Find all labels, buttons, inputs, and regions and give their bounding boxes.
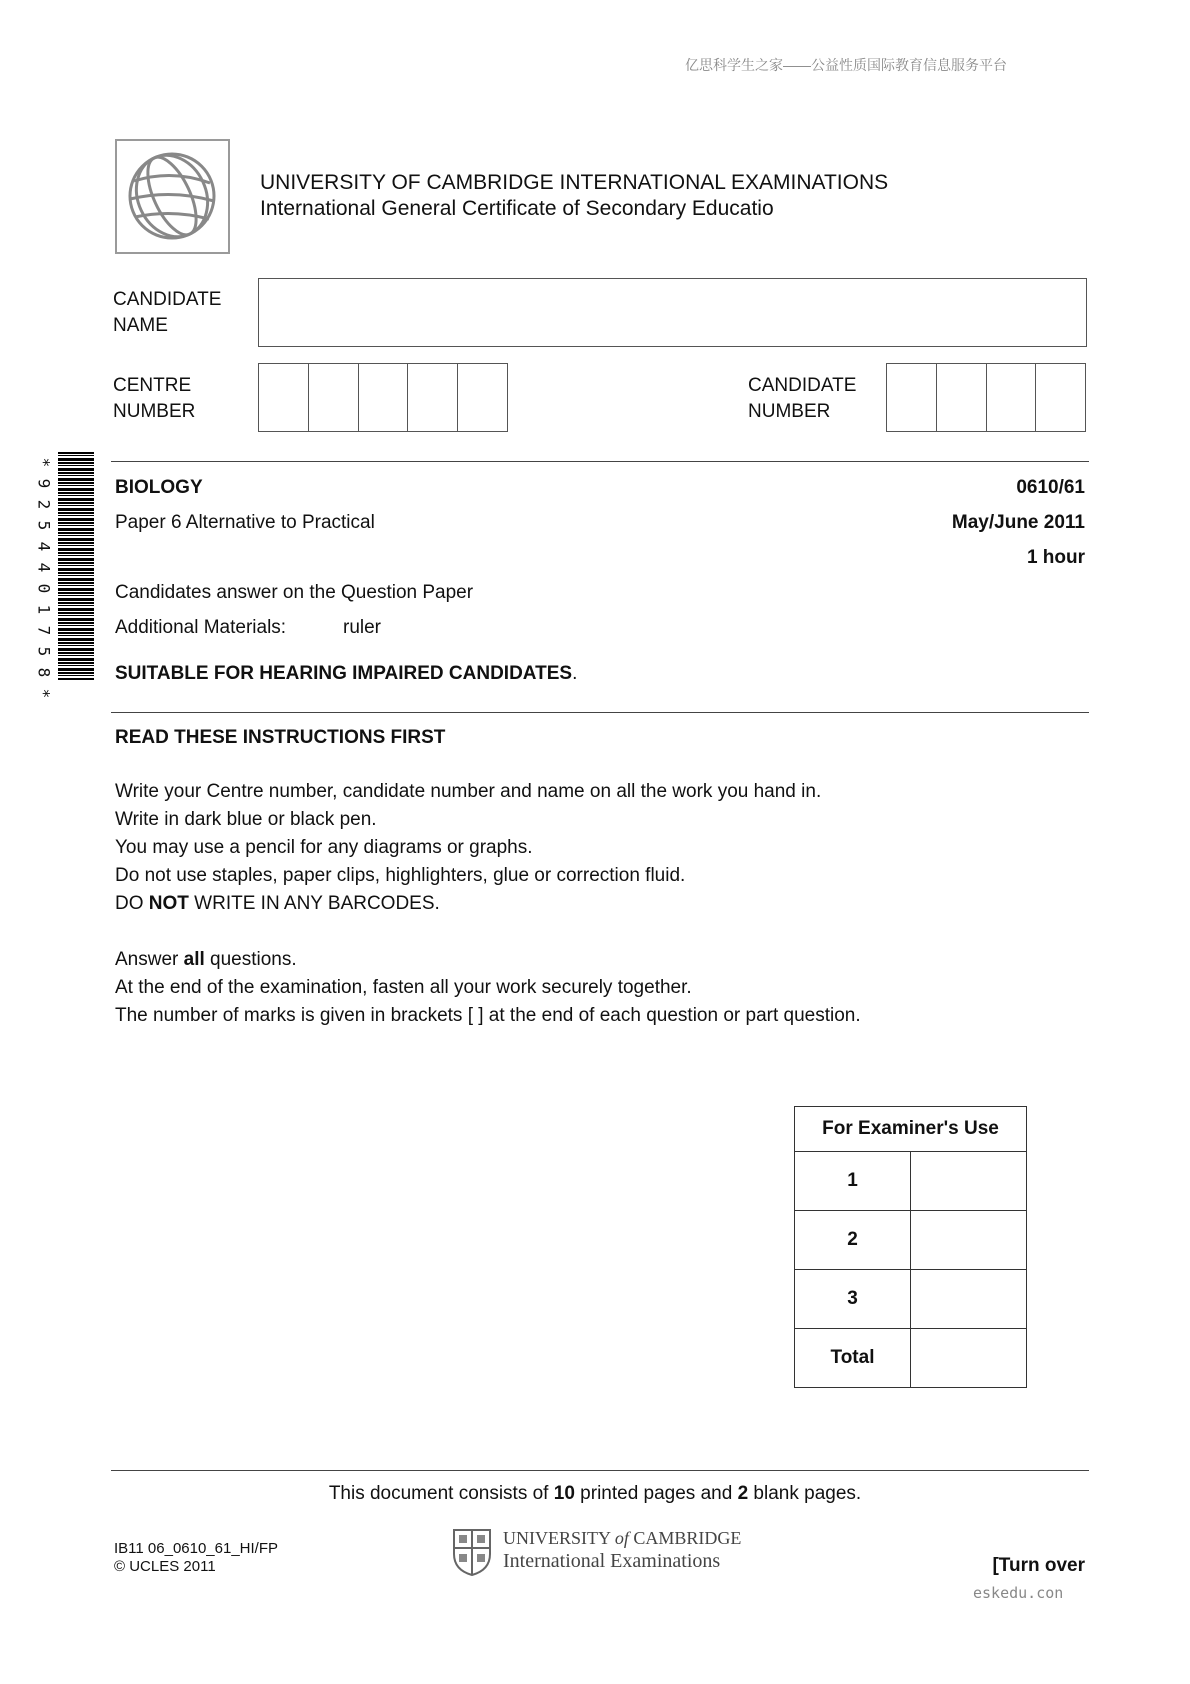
label-line: CANDIDATE xyxy=(113,289,222,310)
header-line-2: International General Certificate of Secondary Educatio xyxy=(260,197,774,220)
divider xyxy=(111,712,1089,713)
site-watermark: eskedu.con xyxy=(973,1584,1064,1602)
mark-cell xyxy=(911,1211,1027,1270)
instruction-line: Write in dark blue or black pen. xyxy=(115,809,377,830)
examiner-use-table xyxy=(794,1106,1027,1388)
copyright: © UCLES 2011 xyxy=(114,1558,216,1575)
digit-box[interactable] xyxy=(937,364,987,431)
barcode-digit: 2 xyxy=(34,499,54,510)
barcode-digit: 4 xyxy=(34,541,54,552)
question-number: 1 xyxy=(795,1152,911,1211)
digit-box[interactable] xyxy=(259,364,309,431)
instruction-line: Do not use staples, paper clips, highlighters, glue or correction fluid. xyxy=(115,865,686,886)
barcode-digit: 5 xyxy=(34,520,54,531)
label-line: NUMBER xyxy=(113,401,196,422)
barcode-digit: * xyxy=(34,457,54,468)
text-bold: 2 xyxy=(737,1483,749,1504)
materials-value: ruler xyxy=(343,617,382,638)
examiner-title: For Examiner's Use xyxy=(795,1107,1027,1152)
candidate-number-boxes[interactable] xyxy=(886,363,1086,432)
digit-box[interactable] xyxy=(359,364,409,431)
turn-over: [Turn over xyxy=(992,1555,1085,1576)
digit-box[interactable] xyxy=(408,364,458,431)
barcode-digit: 0 xyxy=(34,583,54,594)
centre-number-label xyxy=(113,373,195,425)
question-number: 3 xyxy=(795,1270,911,1329)
centre-number-boxes[interactable] xyxy=(258,363,508,432)
label-line: CANDIDATE xyxy=(748,375,857,396)
text: DO xyxy=(115,893,149,914)
mark-cell xyxy=(911,1329,1027,1388)
digit-box[interactable] xyxy=(458,364,507,431)
text: Answer xyxy=(115,949,184,970)
crest-icon xyxy=(452,1528,492,1576)
barcode-digit: 4 xyxy=(34,562,54,573)
footer-reference xyxy=(114,1540,278,1576)
globe-icon xyxy=(117,141,228,252)
logo-line-2: International Examinations xyxy=(503,1550,721,1572)
digit-box[interactable] xyxy=(987,364,1037,431)
instruction-line xyxy=(115,946,861,974)
page-count-note xyxy=(0,1483,1190,1505)
instruction-line xyxy=(115,890,821,918)
barcode-digit: 8 xyxy=(34,667,54,678)
header-line-1: UNIVERSITY OF CAMBRIDGE INTERNATIONAL EXAMINATIONS xyxy=(260,171,889,194)
globe-logo xyxy=(115,139,230,254)
session: May/June 2011 xyxy=(951,512,1085,533)
instructions-block-1 xyxy=(115,778,821,918)
barcode-digit: 1 xyxy=(34,604,54,615)
label-line: NAME xyxy=(113,315,168,336)
text-italic: of xyxy=(614,1528,629,1548)
digit-box[interactable] xyxy=(887,364,937,431)
text: blank pages. xyxy=(748,1483,862,1504)
suitable-text: SUITABLE FOR HEARING IMPAIRED CANDIDATES xyxy=(115,663,573,684)
instruction-line: You may use a pencil for any diagrams or graphs. xyxy=(115,837,533,858)
instructions-heading: READ THESE INSTRUCTIONS FIRST xyxy=(115,727,446,748)
question-number: 2 xyxy=(795,1211,911,1270)
label-line: NUMBER xyxy=(748,401,831,422)
candidate-name-label xyxy=(113,287,221,339)
paper-reference: IB11 06_0610_61_HI/FP xyxy=(114,1540,279,1557)
suitable-note xyxy=(115,663,577,685)
instruction-line: Write your Centre number, candidate number and name on all the work you hand in. xyxy=(115,781,822,802)
total-label: Total xyxy=(795,1329,911,1388)
digit-box[interactable] xyxy=(309,364,359,431)
barcode-digits xyxy=(32,452,56,704)
watermark-text: 亿思科学生之家——公益性质国际教育信息服务平台 xyxy=(685,57,1007,73)
paper-code: 0610/61 xyxy=(1016,477,1085,498)
barcode-digit: 7 xyxy=(34,625,54,636)
text-bold: all xyxy=(183,949,205,970)
text-bold: NOT xyxy=(148,893,189,914)
logo-line-1 xyxy=(503,1528,741,1549)
instructions-block-2 xyxy=(115,946,861,1030)
mark-cell xyxy=(911,1152,1027,1211)
barcode-digit: * xyxy=(34,688,54,699)
suitable-period: . xyxy=(572,663,578,684)
text: CAMBRIDGE xyxy=(633,1528,742,1548)
digit-box[interactable] xyxy=(1036,364,1085,431)
text: printed pages and xyxy=(574,1483,738,1504)
label-line: CENTRE xyxy=(113,375,192,396)
text: WRITE IN ANY BARCODES. xyxy=(188,893,440,914)
text-bold: 10 xyxy=(553,1483,575,1504)
mark-cell xyxy=(911,1270,1027,1329)
barcode-digit: 5 xyxy=(34,646,54,657)
instruction-line: The number of marks is given in brackets [ ] at the end of each question or part question. xyxy=(115,1005,861,1026)
barcode xyxy=(58,452,94,680)
divider xyxy=(111,1470,1089,1471)
answer-on: Candidates answer on the Question Paper xyxy=(115,582,474,603)
materials-label: Additional Materials: xyxy=(115,617,287,638)
text: UNIVERSITY xyxy=(503,1528,611,1548)
duration: 1 hour xyxy=(1026,547,1085,568)
candidate-number-label xyxy=(748,373,856,425)
paper-title: Paper 6 Alternative to Practical xyxy=(115,512,375,533)
instruction-line: At the end of the examination, fasten all your work securely together. xyxy=(115,977,692,998)
candidate-name-field[interactable] xyxy=(258,278,1087,347)
text: questions. xyxy=(204,949,297,970)
barcode-digit: 9 xyxy=(34,478,54,489)
text: This document consists of xyxy=(328,1483,554,1504)
divider xyxy=(111,461,1089,462)
subject: BIOLOGY xyxy=(115,477,203,498)
